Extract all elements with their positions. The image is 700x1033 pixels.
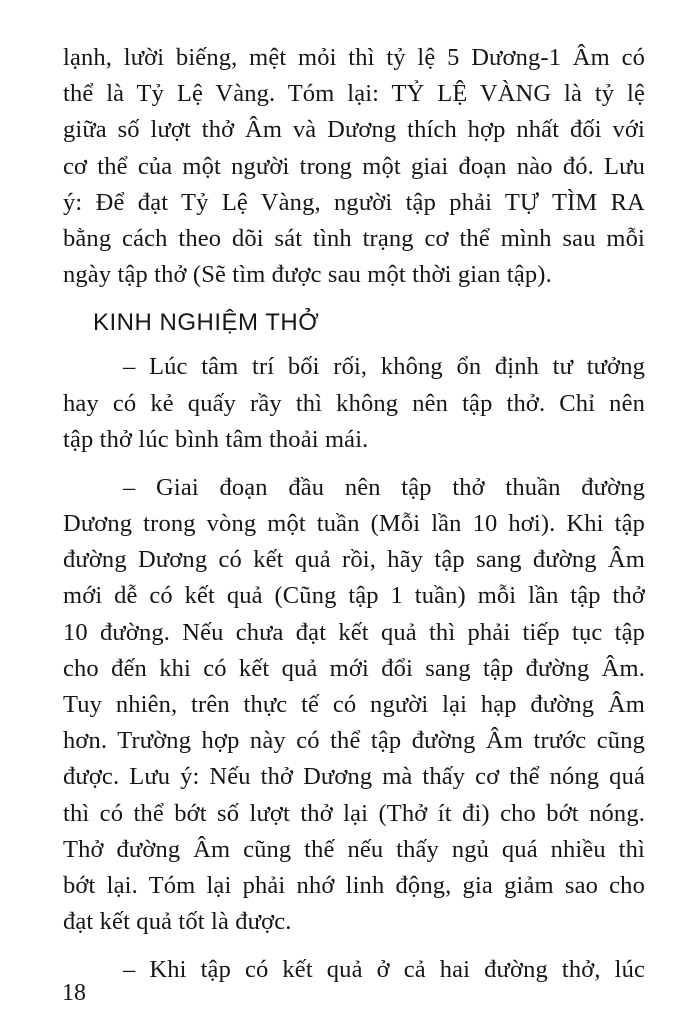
text-line: hay có kẻ quấy rầy thì không nên tập thở. Chỉ nên: [63, 389, 645, 417]
text-line: bớt lại. Tóm lại phải nhớ linh động, gia giảm sao cho: [63, 871, 645, 899]
section-heading: KINH NGHIỆM THỞ: [93, 309, 320, 337]
page-body: [63, 40, 645, 989]
page-number: 18: [62, 980, 86, 1006]
text-line: – Khi tập có kết quả ở cả hai đường thở, lúc: [123, 956, 645, 984]
text-line: – Giai đoạn đầu nên tập thở thuần đường: [123, 473, 645, 501]
paragraph-spacer: [63, 458, 645, 470]
text-line: Tuy nhiên, trên thực tế có người lại hạp đường Âm: [63, 691, 645, 718]
text-line: cho đến khi có kết quả mới đổi sang tập đường Âm.: [63, 654, 645, 682]
text-line: thì có thể bớt số lượt thở lại (Thở ít đi) cho bớt nóng.: [63, 799, 645, 827]
paragraph-spacer: [63, 940, 645, 952]
paragraph: [63, 952, 645, 988]
text-line: Dương trong vòng một tuần (Mỗi lần 10 hơi). Khi tập: [63, 510, 645, 538]
text-line: đường Dương có kết quả rồi, hãy tập sang đường Âm: [63, 546, 645, 574]
text-line: hơn. Trường hợp này có thể tập đường Âm trước cũng: [63, 727, 645, 755]
text-line: ý: Để đạt Tỷ Lệ Vàng, người tập phải TỰ TÌM RA: [63, 188, 645, 216]
text-line: tập thở lúc bình tâm thoải mái.: [63, 425, 369, 453]
paragraph: [63, 470, 645, 940]
text-line: đạt kết quả tốt là được.: [63, 908, 292, 936]
text-line: 10 đường. Nếu chưa đạt kết quả thì phải tiếp tục tập: [63, 618, 645, 646]
text-line: – Lúc tâm trí bối rối, không ổn định tư tưởng: [123, 353, 645, 381]
text-line: được. Lưu ý: Nếu thở Dương mà thấy cơ thể nóng quá: [63, 763, 645, 791]
text-line: bằng cách theo dõi sát tình trạng cơ thể mình sau mỗi: [63, 224, 645, 252]
text-line: ngày tập thở (Sẽ tìm được sau một thời gian tập).: [63, 261, 552, 289]
paragraph: [63, 40, 645, 293]
paragraph: [63, 349, 645, 458]
text-line: giữa số lượt thở Âm và Dương thích hợp nhất đối với: [63, 116, 645, 144]
text-line: lạnh, lười biếng, mệt mỏi thì tỷ lệ 5 Dương-1 Âm có: [63, 44, 645, 71]
text-line: mới dễ có kết quả (Cũng tập 1 tuần) mỗi lần tập thở: [63, 582, 645, 610]
text-line: cơ thể của một người trong một giai đoạn nào đó. Lưu: [63, 152, 645, 180]
text-line: thể là Tỷ Lệ Vàng. Tóm lại: TỶ LỆ VÀNG là tỷ lệ: [63, 80, 645, 108]
text-line: Thở đường Âm cũng thế nếu thấy ngủ quá nhiều thì: [63, 835, 645, 863]
